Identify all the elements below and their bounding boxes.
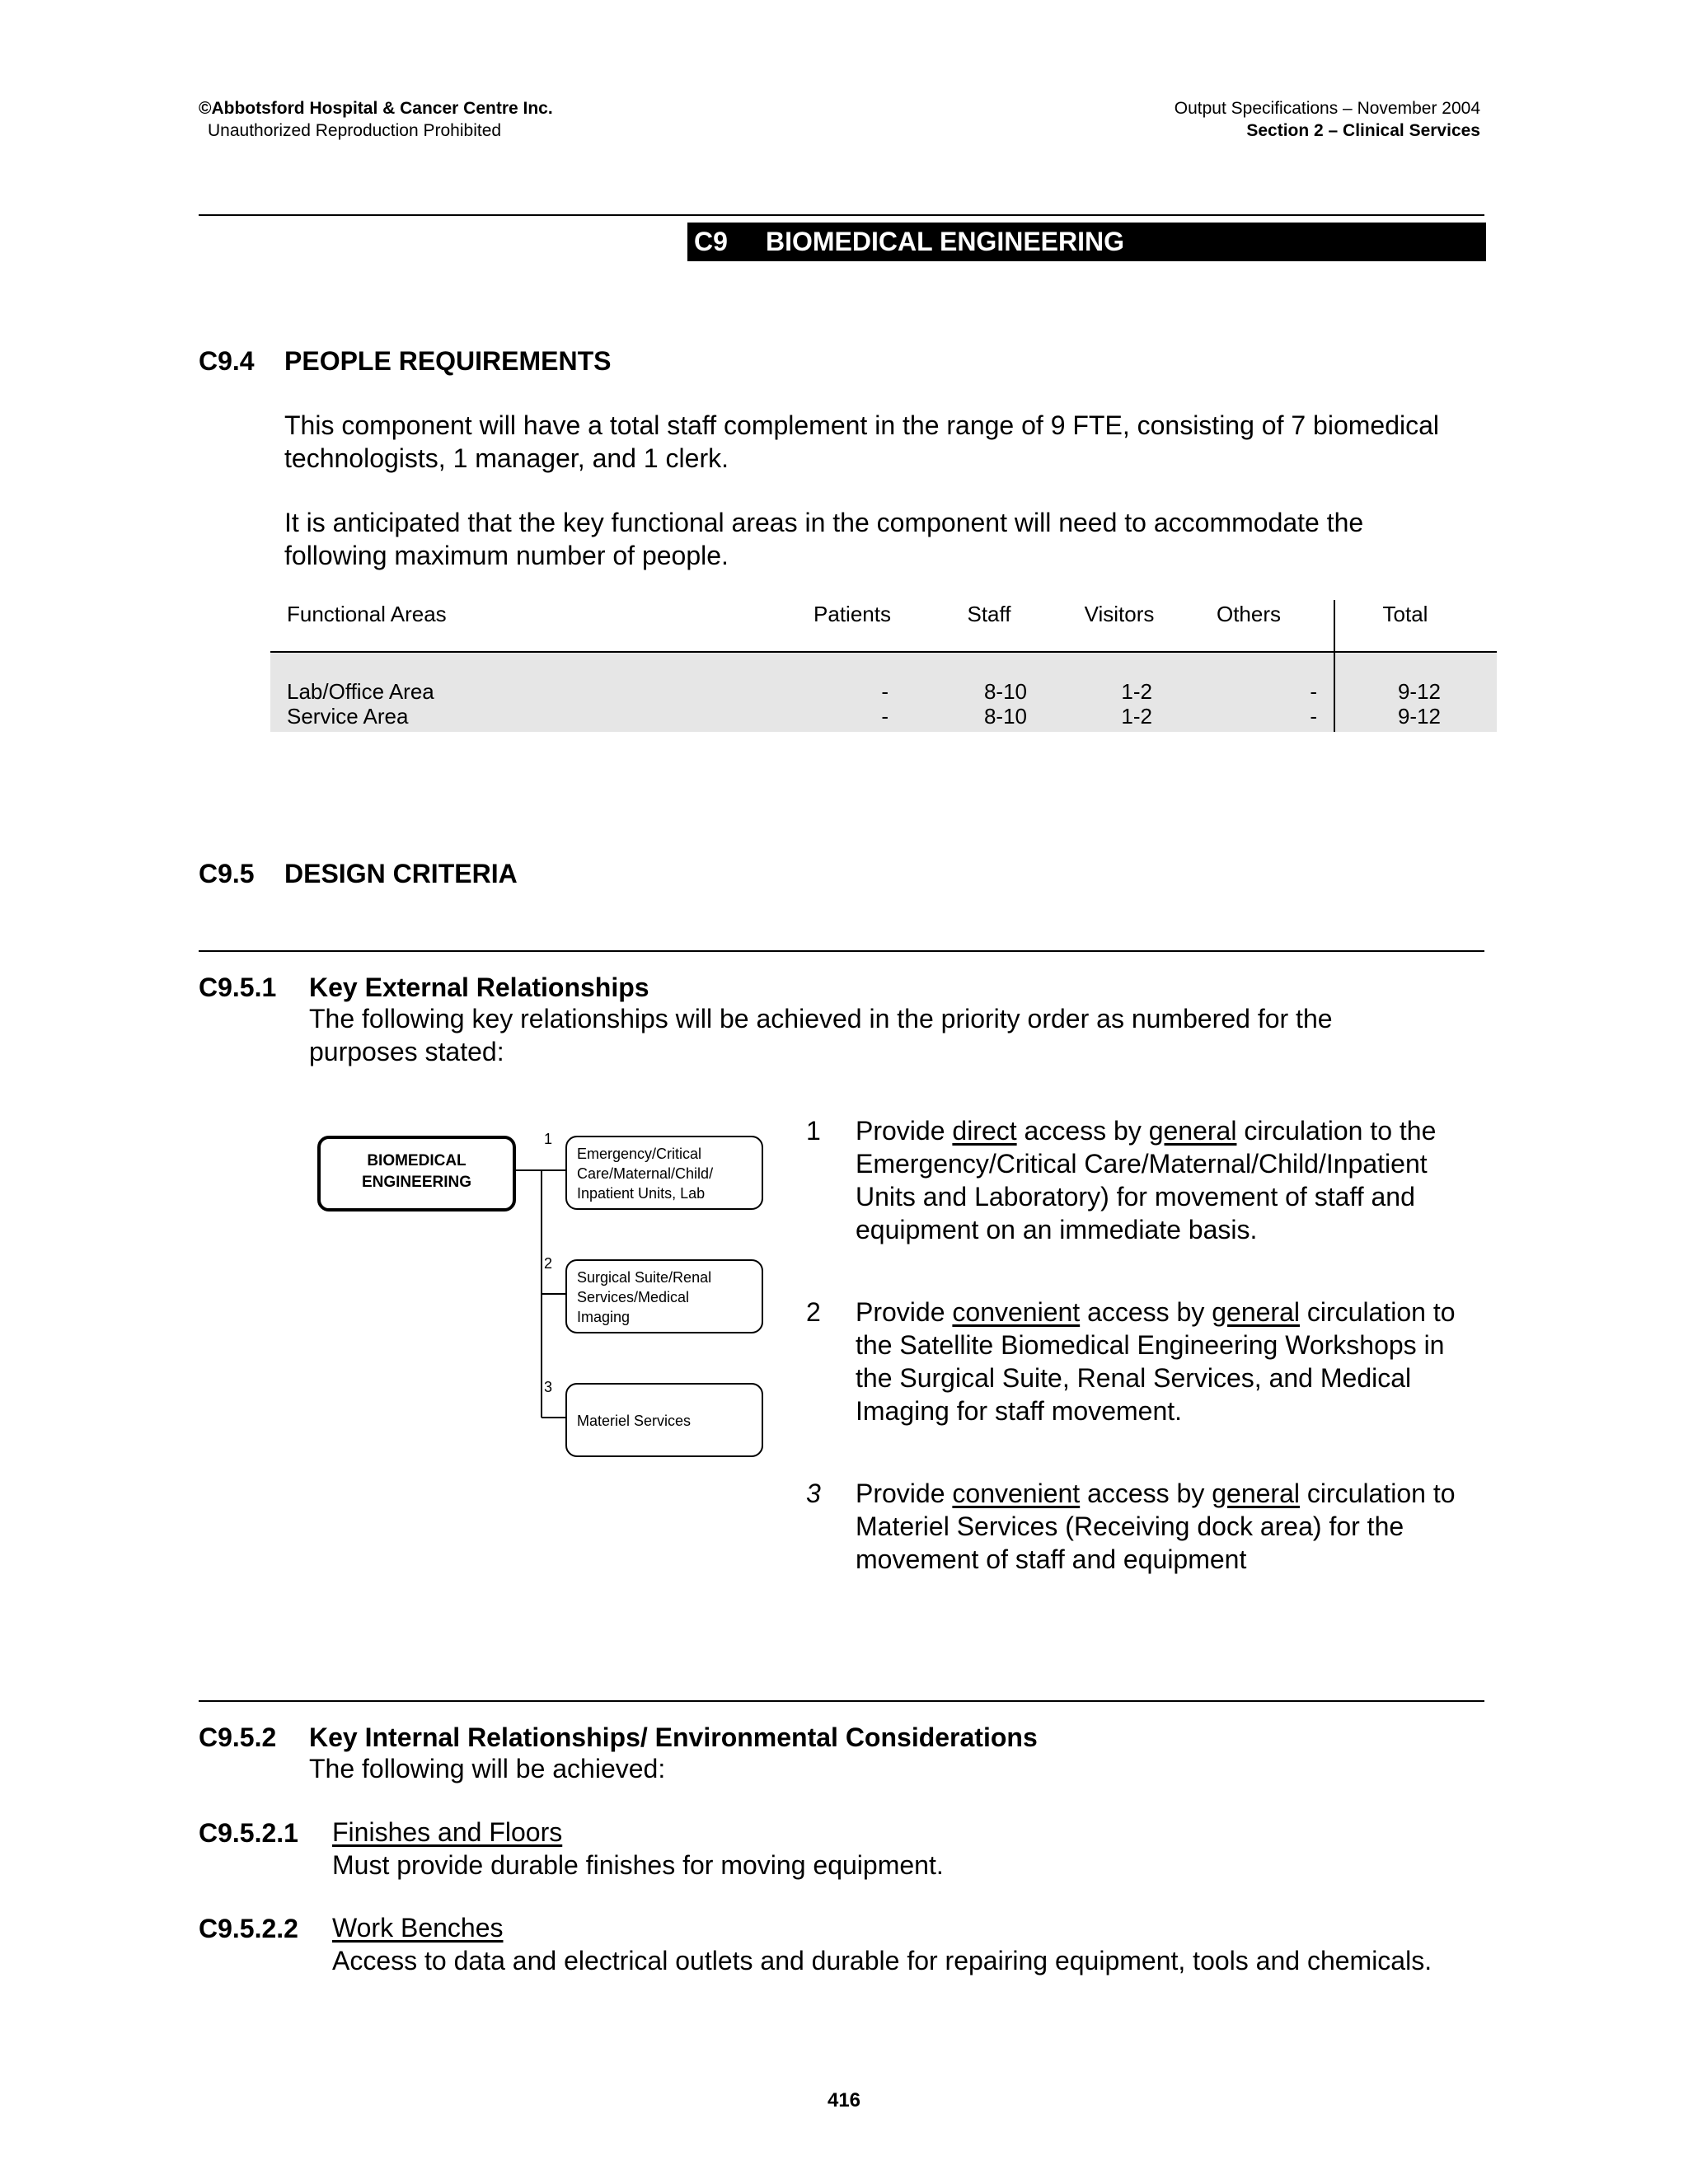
table-header-areas: Functional Areas xyxy=(287,602,447,626)
relationship-item-2: 2 Provide convenient access by general circulation to the Satellite Biomedical Engineering Workshops in the Surgical Suite, Renal Services, and Medical Imaging for staff movement. xyxy=(806,1297,1456,1426)
diagram-node-3: Materiel Services xyxy=(565,1383,763,1457)
internal-rule xyxy=(199,1700,1484,1702)
header-section: Section 2 – Clinical Services xyxy=(1246,121,1480,140)
design-rule xyxy=(199,950,1484,952)
page-number: 416 xyxy=(827,2089,861,2111)
diagram-node-1: Emergency/Critical Care/Maternal/Child/ Inpatient Units, Lab xyxy=(565,1136,763,1210)
people-paragraph-1: This component will have a total staff complement in the range of 9 FTE, consisting of 7 biomedical technologists, 1 manager, and 1 clerk. xyxy=(284,410,1440,473)
table-row-2-visitors: 1-2 xyxy=(1121,704,1152,729)
internal-code: C9.5.2 xyxy=(199,1722,277,1752)
item-2-number: 2 xyxy=(806,1297,821,1327)
item-3-number: 3 xyxy=(806,1479,821,1508)
relationship-diagram xyxy=(313,1129,775,1467)
table-header-patients: Patients xyxy=(814,602,891,626)
internal-intro: The following will be achieved: xyxy=(309,1754,666,1783)
diagram-node-3-number: 3 xyxy=(544,1379,553,1395)
diagram-node-1-number: 1 xyxy=(544,1131,553,1147)
table-row-2-total: 9-12 xyxy=(1397,704,1441,729)
header-rule xyxy=(199,214,1484,216)
table-row-2-area: Service Area xyxy=(287,704,409,729)
table-header-staff: Staff xyxy=(967,602,1011,626)
finishes-text: Must provide durable finishes for moving equipment. xyxy=(332,1850,944,1880)
table-header-total: Total xyxy=(1382,602,1428,626)
table-row-1-visitors: 1-2 xyxy=(1121,679,1152,704)
workbenches-text: Access to data and electrical outlets and durable for repairing equipment, tools and chemicals. xyxy=(332,1946,1432,1975)
section-code: C9 xyxy=(694,227,728,256)
table-row-1-total: 9-12 xyxy=(1397,679,1441,704)
relationship-item-1: 1 Provide direct access by general circulation to the Emergency/Critical Care/Maternal/Child/Inpatient Units and Laboratory) for movement of staff and equipment on an immediate basis. xyxy=(806,1116,1437,1244)
diagram-node-2-number: 2 xyxy=(544,1255,553,1272)
design-code: C9.5 xyxy=(199,859,255,888)
table-row-1-staff: 8-10 xyxy=(983,679,1027,704)
workbenches-title: Work Benches xyxy=(332,1913,504,1943)
table-row-2-others: - xyxy=(1310,704,1317,729)
table-header-divider xyxy=(1334,600,1335,651)
internal-title: Key Internal Relationships/ Environmental Considerations xyxy=(309,1722,1038,1752)
header-copyright: ©Abbotsford Hospital & Cancer Centre Inc. xyxy=(199,99,553,118)
relationship-item-3: 3 Provide convenient access by general circulation to Materiel Services (Receiving dock area) for the movement of staff and equipment xyxy=(806,1479,1456,1574)
table-row-2-patients: - xyxy=(881,704,889,729)
table-row-1-others: - xyxy=(1310,679,1317,704)
finishes-code: C9.5.2.1 xyxy=(199,1818,298,1848)
item-1-number: 1 xyxy=(806,1116,821,1146)
table-header-visitors: Visitors xyxy=(1084,602,1155,626)
table-row-2-staff: 8-10 xyxy=(983,704,1027,729)
table-row-1-patients: - xyxy=(881,679,889,704)
table-row-1-area: Lab/Office Area xyxy=(287,679,434,704)
people-paragraph-2: It is anticipated that the key functional areas in the component will need to accommodate the following maximum number of people. xyxy=(284,508,1364,570)
header-notice: Unauthorized Reproduction Prohibited xyxy=(208,121,502,140)
diagram-main-node: BIOMEDICAL ENGINEERING xyxy=(317,1136,516,1212)
design-title: DESIGN CRITERIA xyxy=(284,859,518,888)
section-title: BIOMEDICAL ENGINEERING xyxy=(766,227,1124,256)
table-header-others: Others xyxy=(1216,602,1282,626)
external-code: C9.5.1 xyxy=(199,972,277,1002)
external-title: Key External Relationships xyxy=(309,972,649,1002)
workbenches-code: C9.5.2.2 xyxy=(199,1914,298,1943)
diagram-node-2: Surgical Suite/Renal Services/Medical Imaging xyxy=(565,1259,763,1333)
people-title: PEOPLE REQUIREMENTS xyxy=(284,346,612,376)
header-spec-date: Output Specifications – November 2004 xyxy=(1174,99,1480,118)
external-intro: The following key relationships will be achieved in the priority order as numbered for the purposes stated: xyxy=(309,1004,1333,1066)
section-title-band xyxy=(687,223,1486,261)
table-body-divider xyxy=(1334,653,1335,732)
people-code: C9.4 xyxy=(199,346,255,376)
finishes-title: Finishes and Floors xyxy=(332,1817,563,1847)
people-table xyxy=(270,602,1497,732)
